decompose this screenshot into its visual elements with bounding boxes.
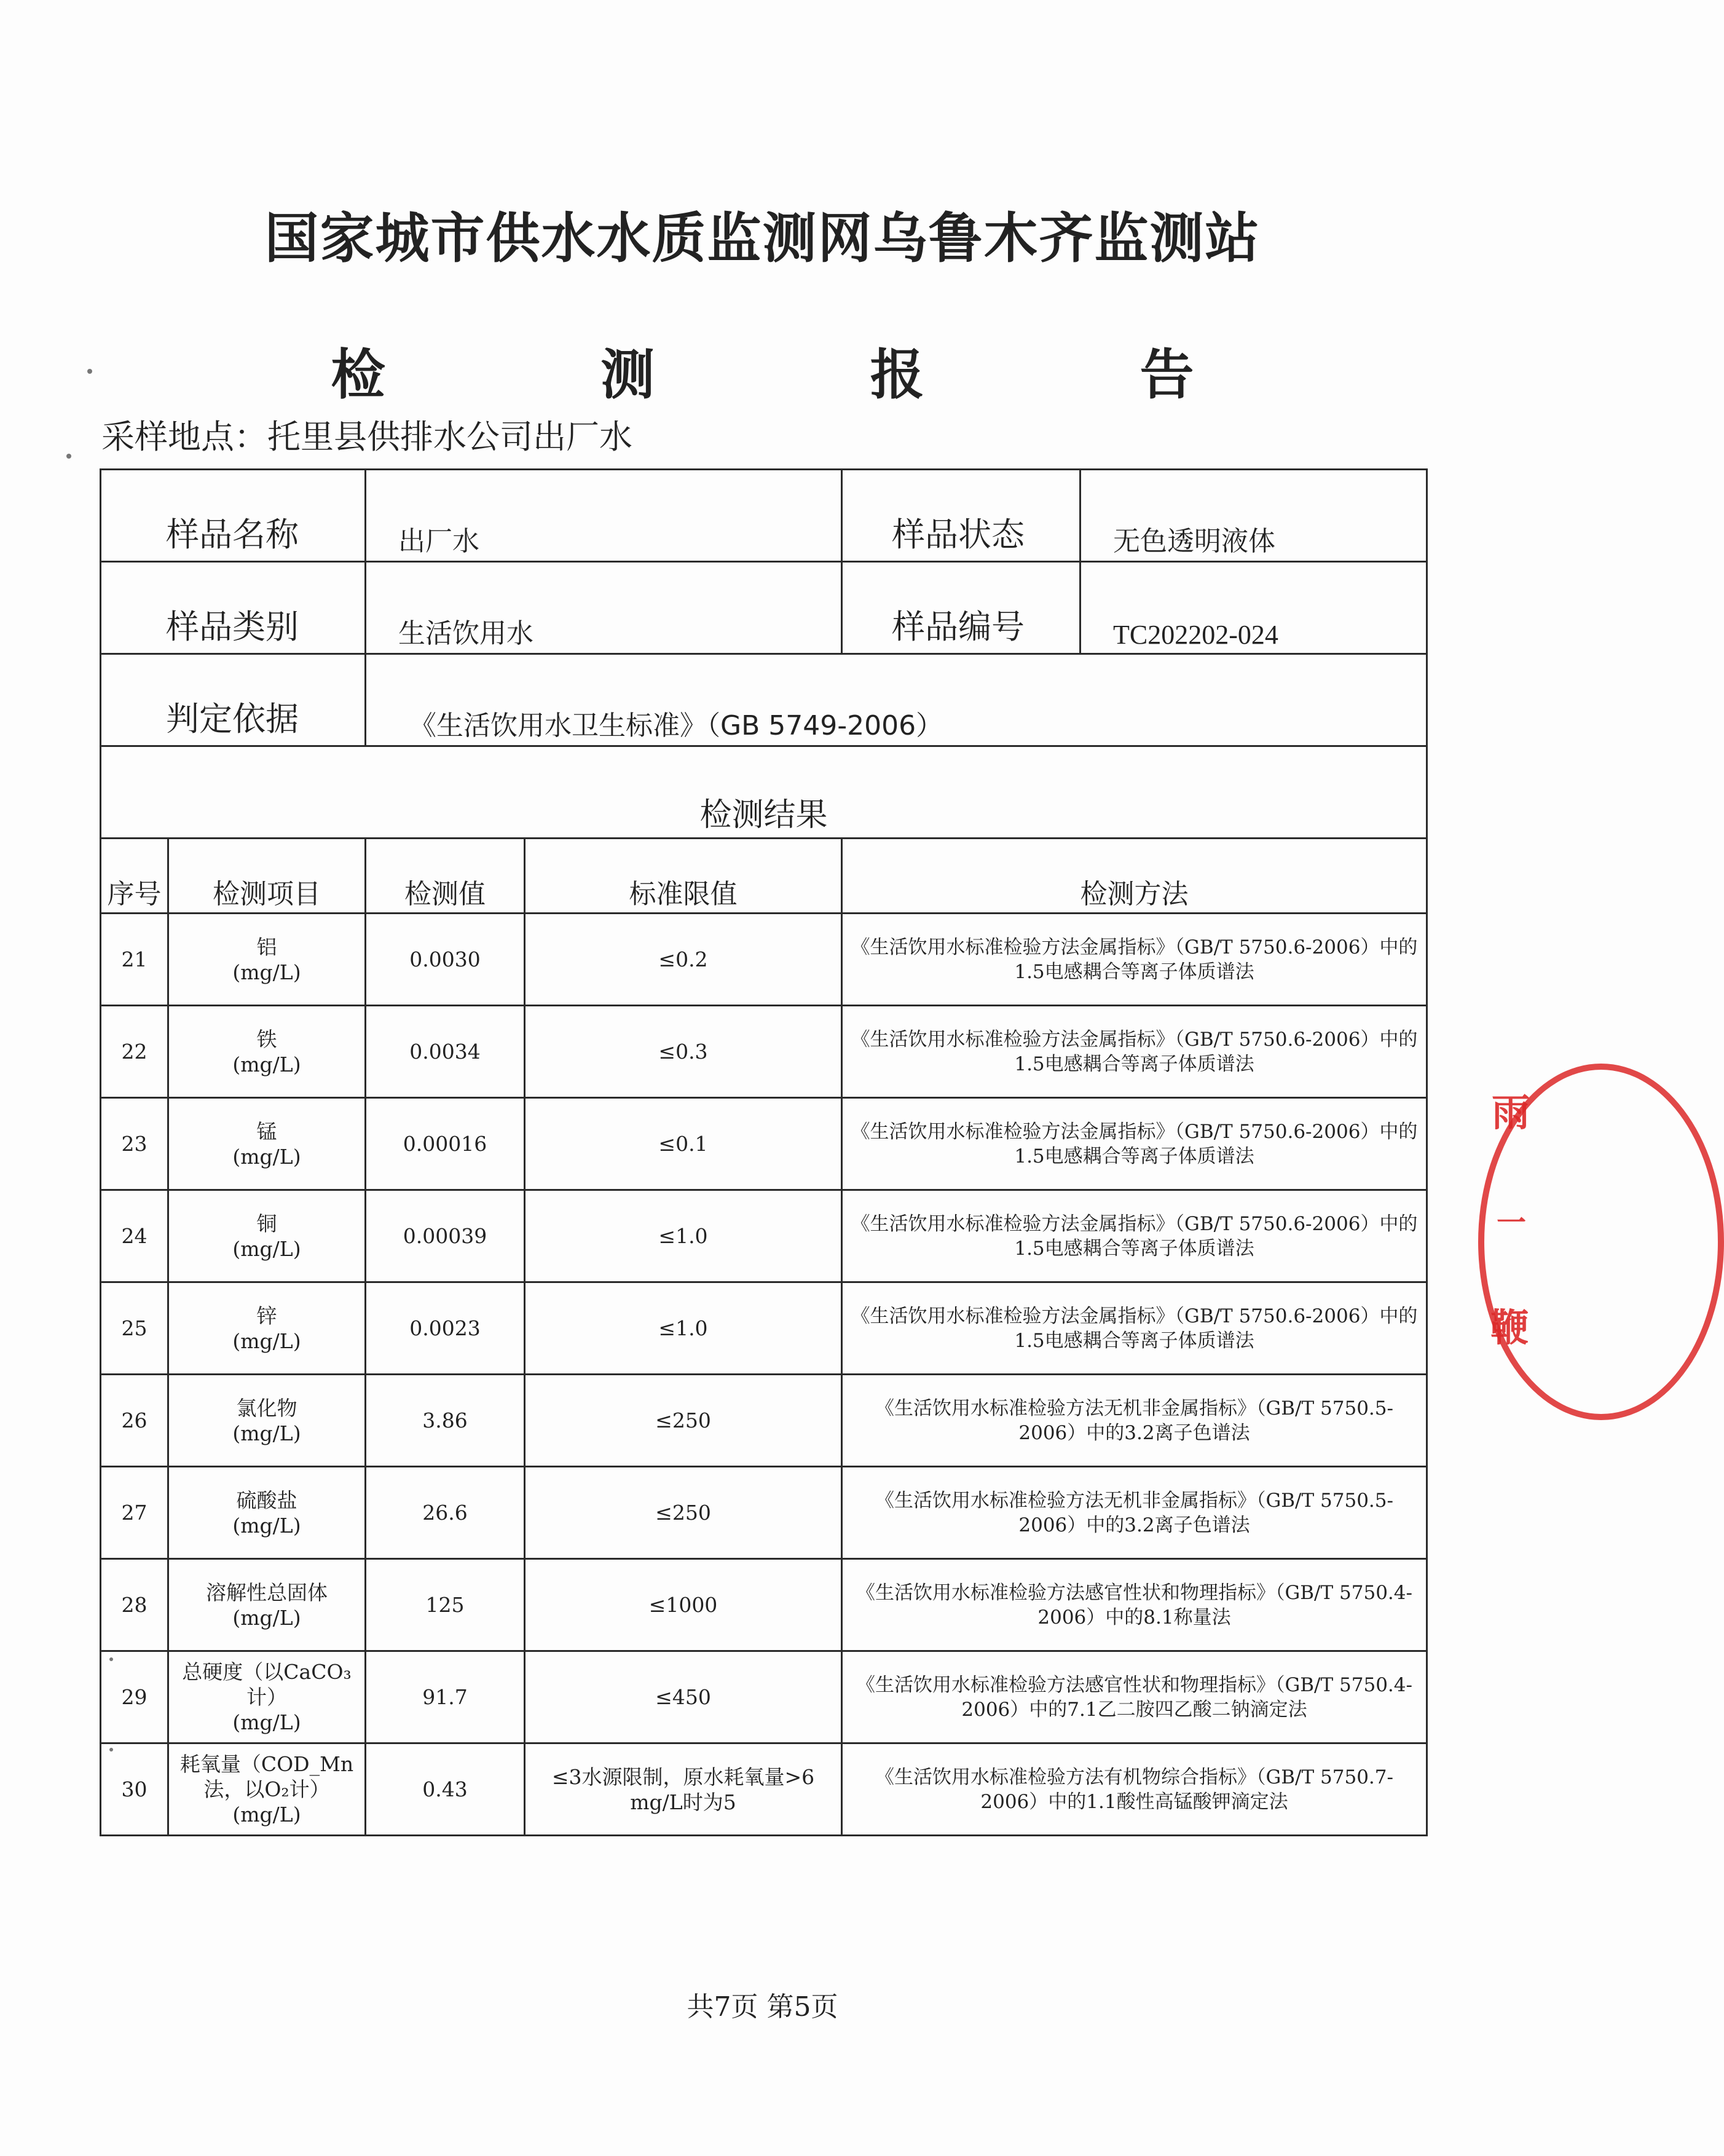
results-title: 检测结果 [101, 746, 1427, 839]
item-unit: (mg/L) [232, 1236, 301, 1261]
cell-item [168, 1190, 366, 1282]
cell-no: 22 [101, 1006, 168, 1098]
table-row [101, 1743, 1427, 1836]
col-header-no: 序号 [101, 839, 168, 914]
cell-method: 《生活饮用水标准检验方法金属指标》（GB/T 5750.6-2006）中的 1.5电感耦合等离子体质谱法 [842, 1282, 1427, 1375]
cell-item [168, 1098, 366, 1190]
table-row [101, 1467, 1427, 1559]
results-title-row [101, 746, 1427, 839]
cell-method: 《生活饮用水标准检验方法无机非金属指标》（GB/T 5750.5-2006）中的3.2离子色谱法 [842, 1467, 1427, 1559]
item-name: 锌 [256, 1303, 277, 1328]
table-row [101, 1282, 1427, 1375]
cell-limit: ≤250 [525, 1467, 842, 1559]
item-unit: (mg/L) [232, 1421, 301, 1445]
col-header-item: 检测项目 [168, 839, 366, 914]
item-name: 氯化物 [236, 1396, 297, 1420]
item-name: 溶解性总固体 [206, 1580, 328, 1605]
sample-number-value: TC202202-024 [1080, 562, 1427, 654]
table-row [101, 1559, 1427, 1651]
seal-glyph: 鞭 [1490, 1305, 1529, 1350]
results-body [101, 914, 1427, 1836]
item-name: 铜 [256, 1211, 277, 1236]
item-unit: (mg/L) [232, 1052, 301, 1076]
cell-method: 《生活饮用水标准检验方法金属指标》（GB/T 5750.6-2006）中的 1.5电感耦合等离子体质谱法 [842, 1098, 1427, 1190]
cell-no: 27 [101, 1467, 168, 1559]
item-unit: (mg/L) [232, 1513, 301, 1538]
cell-limit: ≤0.1 [525, 1098, 842, 1190]
item-unit: (mg/L) [232, 1605, 301, 1630]
sample-state-label: 样品状态 [842, 470, 1080, 562]
cell-method: 《生活饮用水标准检验方法感官性状和物理指标》（GB/T 5750.4-2006）中的8.1称量法 [842, 1559, 1427, 1651]
scan-speck [66, 454, 71, 459]
cell-no: 30 [101, 1743, 168, 1836]
cell-item [168, 1559, 366, 1651]
item-name: 硫酸盐 [236, 1488, 297, 1512]
item-unit: (mg/L) [232, 1803, 301, 1826]
item-unit: (mg/L) [232, 960, 301, 984]
seal-glyph: 雨 [1492, 1090, 1530, 1135]
results-header-row [101, 839, 1427, 914]
table-row [101, 1098, 1427, 1190]
cell-limit: ≤1.0 [525, 1282, 842, 1375]
table-row [101, 1006, 1427, 1098]
sample-name-value: 出厂水 [366, 470, 842, 562]
cell-item [168, 1743, 366, 1836]
item-name: 铁 [256, 1027, 277, 1051]
cell-no: 28 [101, 1559, 168, 1651]
cell-method: 《生活饮用水标准检验方法有机物综合指标》（GB/T 5750.7-2006）中的1.1酸性高锰酸钾滴定法 [842, 1743, 1427, 1836]
report-title: 检 测 报 告 [331, 343, 1293, 406]
basis-value: 《生活饮用水卫生标准》（GB 5749-2006） [366, 654, 1427, 746]
red-seal-stamp [1478, 1064, 1530, 1408]
cell-value: 91.7 [366, 1651, 525, 1743]
cell-no: 21 [101, 914, 168, 1006]
cell-item [168, 1006, 366, 1098]
cell-value: 0.0030 [366, 914, 525, 1006]
sample-category-value: 生活饮用水 [366, 562, 842, 654]
item-name: 锰 [256, 1119, 277, 1143]
scan-speck [109, 1748, 113, 1751]
cell-method: 《生活饮用水标准检验方法金属指标》（GB/T 5750.6-2006）中的 1.5电感耦合等离子体质谱法 [842, 1006, 1427, 1098]
cell-value: 0.0023 [366, 1282, 525, 1375]
sample-state-value: 无色透明液体 [1080, 470, 1427, 562]
cell-value: 0.00016 [366, 1098, 525, 1190]
cell-value: 125 [366, 1559, 525, 1651]
cell-no: 25 [101, 1282, 168, 1375]
item-unit: (mg/L) [232, 1710, 301, 1734]
sampling-location: 采样地点：托里县供排水公司出厂水 [101, 417, 632, 456]
cell-method: 《生活饮用水标准检验方法无机非金属指标》（GB/T 5750.5-2006）中的3.2离子色谱法 [842, 1375, 1427, 1467]
col-header-method: 检测方法 [842, 839, 1427, 914]
cell-no: 24 [101, 1190, 168, 1282]
item-name: 铝 [256, 934, 277, 959]
item-name: 总硬度（以CaCO₃计） [182, 1660, 352, 1709]
cell-method: 《生活饮用水标准检验方法金属指标》（GB/T 5750.6-2006）中的 1.5电感耦合等离子体质谱法 [842, 1190, 1427, 1282]
cell-limit: ≤250 [525, 1375, 842, 1467]
sample-category-label: 样品类别 [101, 562, 366, 654]
cell-no: 29 [101, 1651, 168, 1743]
sample-info-row [101, 470, 1427, 562]
item-unit: (mg/L) [232, 1144, 301, 1169]
cell-value: 0.43 [366, 1743, 525, 1836]
cell-value: 26.6 [366, 1467, 525, 1559]
item-unit: (mg/L) [232, 1329, 301, 1353]
cell-value: 3.86 [366, 1375, 525, 1467]
cell-method: 《生活饮用水标准检验方法金属指标》（GB/T 5750.6-2006）中的 1.5电感耦合等离子体质谱法 [842, 914, 1427, 1006]
cell-limit: ≤1000 [525, 1559, 842, 1651]
cell-value: 0.0034 [366, 1006, 525, 1098]
scan-speck [87, 369, 92, 374]
item-name: 耗氧量（COD_Mn法，以O₂计） [179, 1752, 354, 1801]
cell-no: 26 [101, 1375, 168, 1467]
cell-item [168, 914, 366, 1006]
col-header-value: 检测值 [366, 839, 525, 914]
cell-method: 《生活饮用水标准检验方法感官性状和物理指标》（GB/T 5750.4-2006）中的7.1乙二胺四乙酸二钠滴定法 [842, 1651, 1427, 1743]
cell-item [168, 1375, 366, 1467]
sample-info-row [101, 654, 1427, 746]
col-header-limit: 标准限值 [525, 839, 842, 914]
cell-limit: ≤450 [525, 1651, 842, 1743]
cell-limit: ≤1.0 [525, 1190, 842, 1282]
cell-value: 0.00039 [366, 1190, 525, 1282]
sample-name-label: 样品名称 [101, 470, 366, 562]
report-table [100, 468, 1428, 1836]
cell-limit: ≤0.2 [525, 914, 842, 1006]
sample-number-label: 样品编号 [842, 562, 1080, 654]
table-row [101, 1375, 1427, 1467]
cell-item [168, 1651, 366, 1743]
basis-label: 判定依据 [101, 654, 366, 746]
cell-no: 23 [101, 1098, 168, 1190]
scan-speck [109, 1657, 113, 1661]
cell-limit: ≤3水源限制，原水耗氧量>6 mg/L时为5 [525, 1743, 842, 1836]
organization-title: 国家城市供水水质监测网乌鲁木齐监测站 [264, 207, 1261, 270]
cell-item [168, 1467, 366, 1559]
sample-info-row [101, 562, 1427, 654]
cell-limit: ≤0.3 [525, 1006, 842, 1098]
seal-glyph: 一 [1497, 1206, 1527, 1240]
table-row [101, 1651, 1427, 1743]
table-row [101, 914, 1427, 1006]
table-row [101, 1190, 1427, 1282]
cell-item [168, 1282, 366, 1375]
page-info: 共7页 第5页 [687, 1991, 838, 2023]
